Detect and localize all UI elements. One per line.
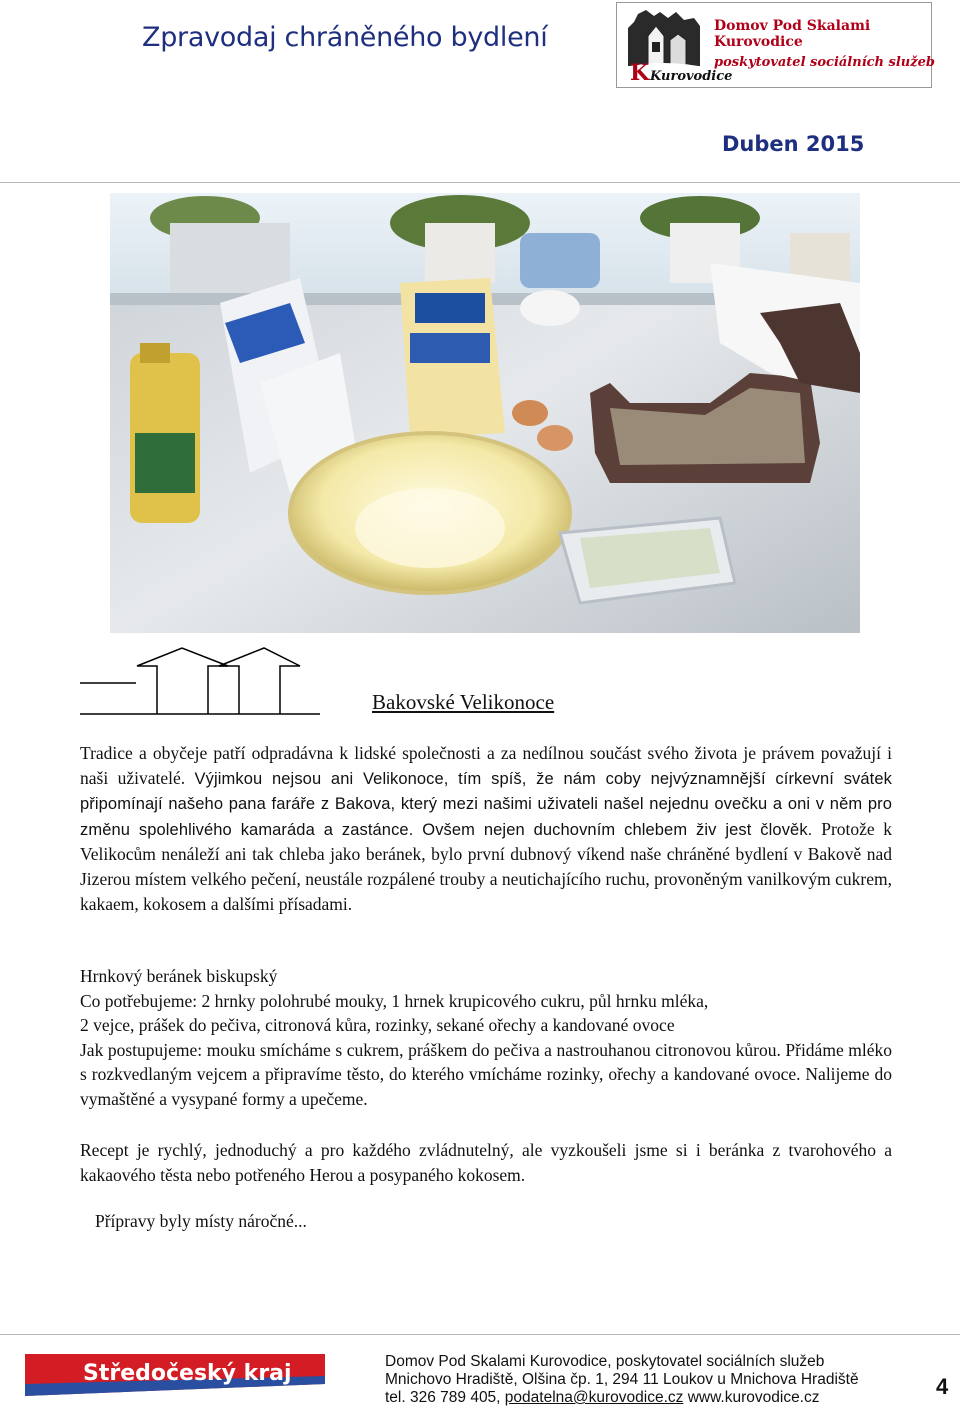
article-paragraph-1 bbox=[80, 741, 892, 916]
article-paragraph-3 bbox=[80, 1138, 892, 1187]
footer-phone: tel. 326 789 405, bbox=[385, 1389, 505, 1406]
footer-contact bbox=[385, 1389, 820, 1407]
recipe-block bbox=[80, 964, 892, 1112]
p1-intro: Tradice a obyčeje patří odpradávna k lidské společnosti a za nedílnou součást svého života je právem považují i naši uživatelé. bbox=[80, 743, 892, 788]
logo-tagline: poskytovatel sociálních služeb bbox=[714, 55, 935, 70]
page-number: 4 bbox=[936, 1374, 949, 1399]
p1-end: Protože k Velikocům nenáleží ani tak chleba jako beránek, bylo první dubnový víkend naše chráněné bydlení v Bakově nad Jizerou místem velkého pečení, neustále rozpálené trouby a neutichajícího ruchu, provoněným vanilkovým cukrem, kakaem, kokosem a dalšími přísadami. bbox=[80, 818, 892, 914]
p1-middle: Výjimkou nejsou ani Velikonoce, tím spíš, že nám coby nejvýznamnější církevní svátek připomínají našeho pana faráře z Bakova, který mezi našimi uživateli našel nejednu ovečku a oni v něm pro změnu spolehlivého kamaráda a zastánce. Ovšem nejen duchovním chlebem živ jest člověk. bbox=[80, 769, 892, 839]
region-logo-text: Středočeský kraj bbox=[83, 1361, 292, 1386]
issue-date: Duben 2015 bbox=[722, 132, 865, 156]
footer-divider bbox=[0, 1334, 960, 1335]
recipe-name: Hrnkový beránek biskupský bbox=[80, 966, 278, 986]
footer-address: Mnichovo Hradiště, Olšina čp. 1, 294 11 Loukov u Mnichova Hradiště bbox=[385, 1371, 859, 1388]
newsletter-title: Zpravodaj chráněného bydlení bbox=[142, 22, 548, 53]
article-title: Bakovské Velikonoce bbox=[372, 690, 555, 714]
arrow-decoration-icon bbox=[80, 643, 320, 723]
baking-ingredients-photo bbox=[110, 193, 860, 633]
recipe-steps: Jak postupujeme: mouku smícháme s cukrem, práškem do pečiva a nastrouhanou citronovou kůrou. Přidáme mléko s rozkvedlaným vejcem a připravíme těsto, do kterého vmícháme rozinky, ořechy a kandované ovoce. Nalijeme do vymaštěné a vysypané formy a upečeme. bbox=[80, 1039, 892, 1109]
stredocesky-kraj-logo-icon bbox=[25, 1354, 325, 1396]
logo-organization-name: Domov Pod Skalami Kurovodice bbox=[714, 18, 871, 50]
recipe-needs-line-1: Co potřebujeme: 2 hrnky polohrubé mouky, 1 hrnek krupicového cukru, půl hrnku mléka, bbox=[80, 990, 709, 1011]
p3-text: Recept je rychlý, jednoduchý a pro každého zvládnutelný, ale vyzkoušeli jsme si i beránka z tvarohového a kakaového těsta nebo potřeného Herou a posypaného kokosem. bbox=[80, 1140, 892, 1185]
footer-email-link[interactable]: podatelna@kurovodice.cz bbox=[504, 1389, 684, 1406]
svg-text:K: K bbox=[630, 60, 650, 86]
logo-script-text: Kurovodice bbox=[650, 69, 733, 84]
castle-logo-icon bbox=[620, 6, 733, 86]
footer-organization: Domov Pod Skalami Kurovodice, poskytovatel sociálních služeb bbox=[385, 1353, 825, 1370]
header-divider bbox=[0, 182, 960, 183]
closing-line: Přípravy byly místy náročné... bbox=[95, 1211, 307, 1231]
recipe-needs-line-2: 2 vejce, prášek do pečiva, citronová kůra, rozinky, sekané ořechy a kandované ovoce bbox=[80, 1015, 675, 1036]
footer-website: www.kurovodice.cz bbox=[683, 1389, 820, 1406]
